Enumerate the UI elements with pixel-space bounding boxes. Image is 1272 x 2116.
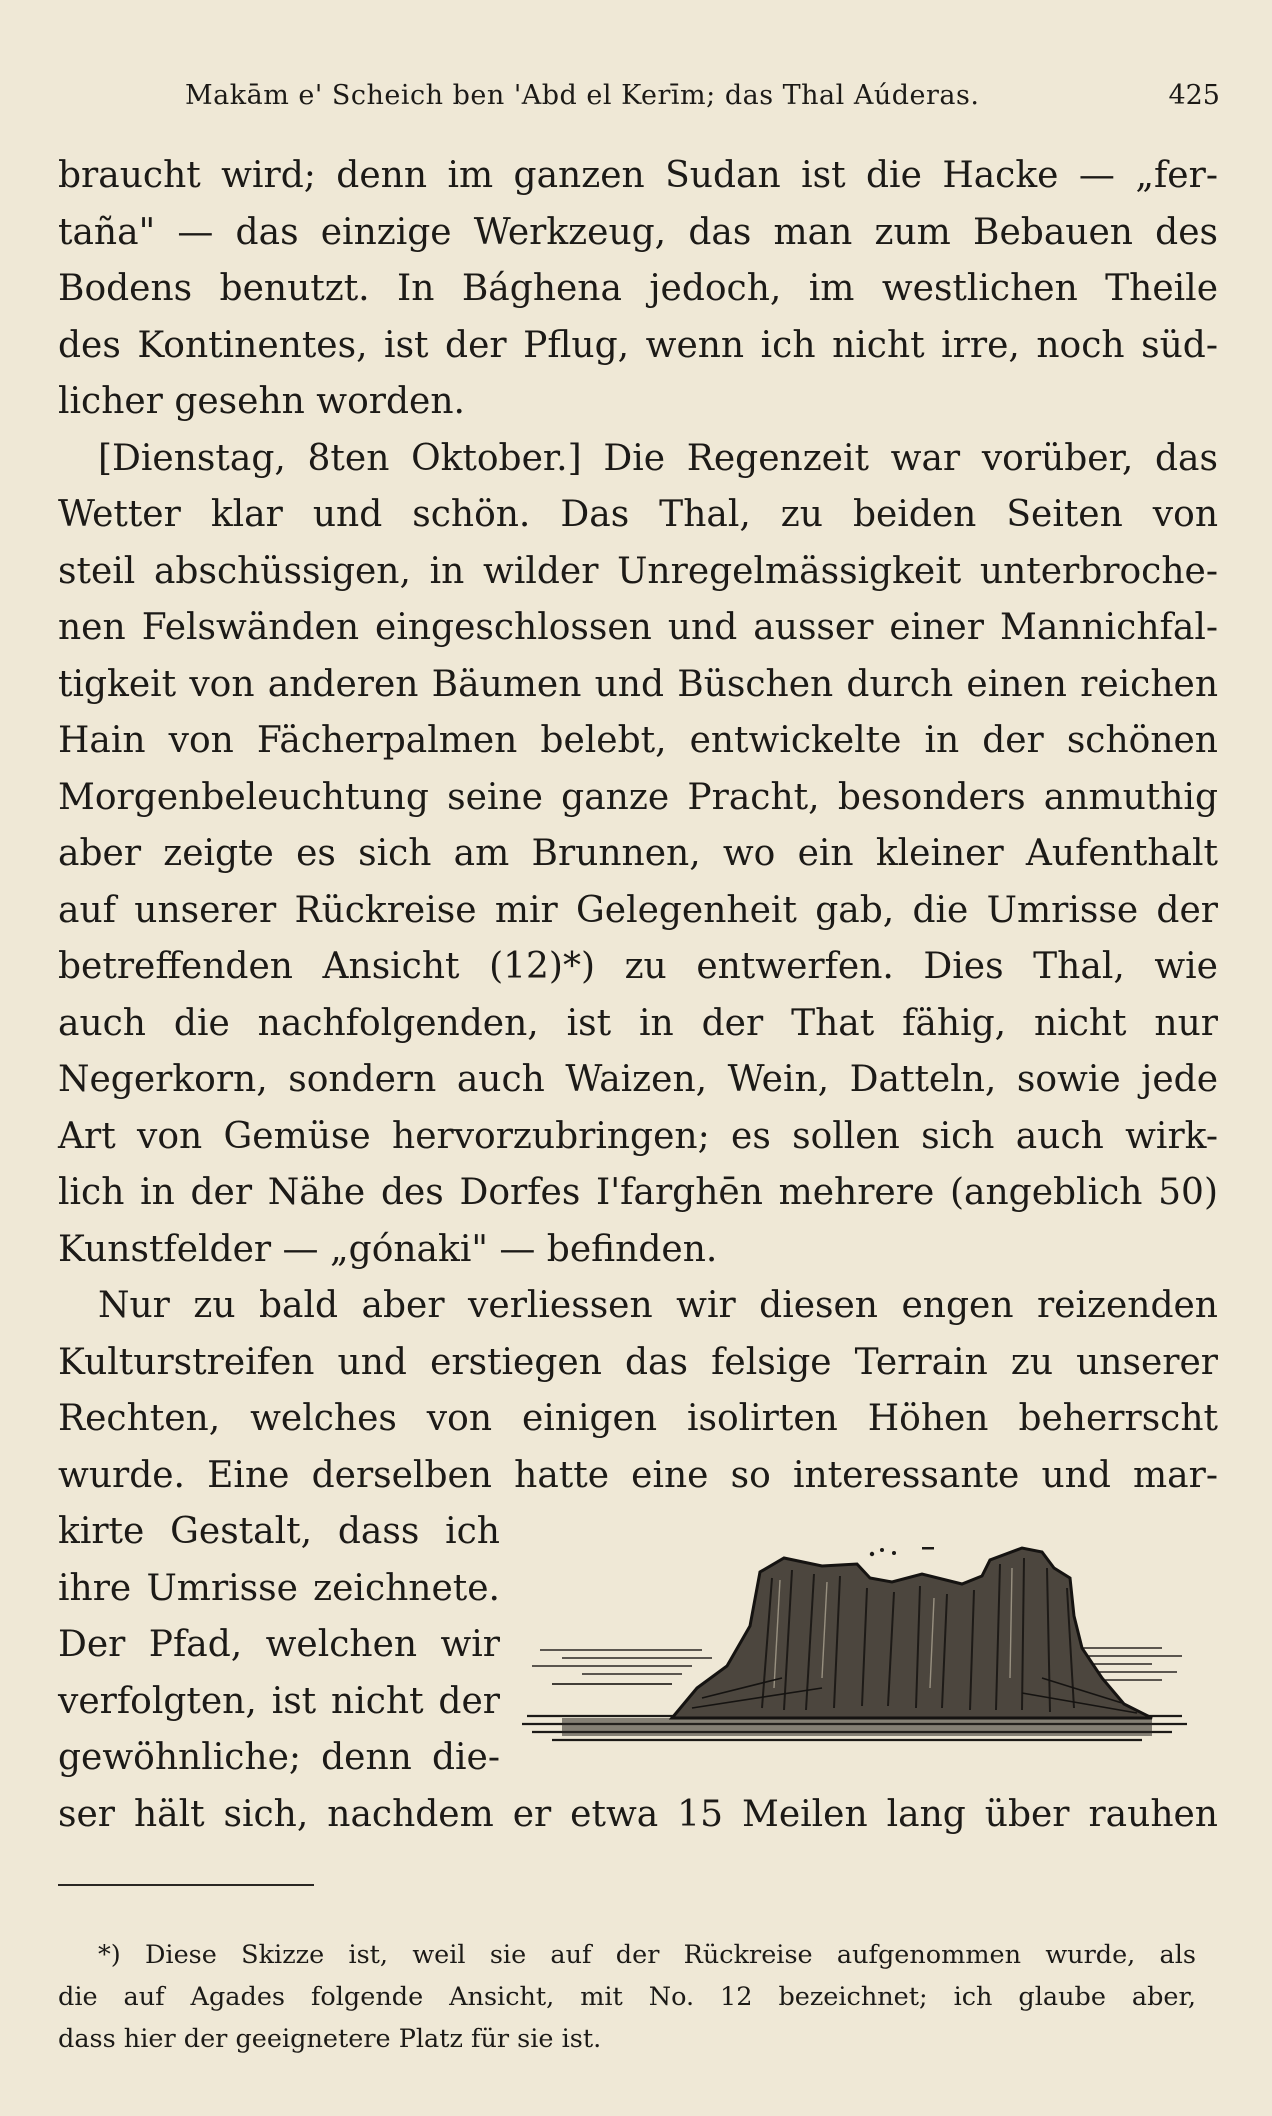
text-line: ser hält sich, nachdem er etwa 15 Meilen lang über rauhen (58, 1793, 1218, 1835)
text-line: tigkeit von anderen Bäumen und Büschen durch einen reichen (58, 663, 1218, 705)
running-header (60, 72, 1220, 122)
text-line: Hain von Fächerpalmen belebt, entwickelte in der schönen (58, 720, 1218, 761)
text-line: braucht wird; denn im ganzen Sudan ist die Hacke — „fer- (58, 155, 1218, 196)
text-line: Morgenbeleuchtung seine ganze Pracht, besonders anmuthig (58, 776, 1218, 818)
text-line: Nur zu bald aber verliessen wir diesen engen reizenden (98, 1285, 1218, 1326)
rock-hill-engraving (522, 1538, 1194, 1770)
text-line: auf unserer Rückreise mir Gelegenheit gab, die Umrisse der (58, 889, 1218, 931)
text-line: Kulturstreifen und erstiegen das felsige Terrain zu unserer (58, 1341, 1218, 1383)
page-number: 425 (1168, 80, 1220, 111)
text-line: Der Pfad, welchen wir (58, 1624, 500, 1665)
footnote-line: die auf Agades folgende Ansicht, mit No. 12 bezeichnet; ich glaube aber, (58, 1982, 1196, 2012)
text-line: gewöhnliche; denn die- (58, 1737, 500, 1778)
running-title: Makām e' Scheich ben 'Abd el Kerīm; das Thal Aúderas. (185, 80, 980, 111)
text-line: lich in der Nähe des Dorfes I'farghēn mehrere (angeblich 50) (58, 1172, 1218, 1213)
footnote (58, 1934, 1196, 2060)
text-line: steil abschüssigen, in wilder Unregelmässigkeit unterbroche- (58, 550, 1218, 592)
text-line: aber zeigte es sich am Brunnen, wo ein kleiner Aufenthalt (58, 833, 1218, 874)
text-line: verfolgten, ist nicht der (58, 1680, 500, 1722)
text-line: Rechten, welches von einigen isolirten Höhen beherrscht (58, 1398, 1218, 1439)
text-line: Negerkorn, sondern auch Waizen, Wein, Datteln, sowie jede (58, 1059, 1218, 1100)
footnote-line: *) Diese Skizze ist, weil sie auf der Rückreise aufgenommen wurde, als (98, 1940, 1196, 1970)
paragraph-2 (58, 431, 1218, 1279)
text-line: wurde. Eine derselben hatte eine so interessante und mar- (58, 1454, 1218, 1496)
text-line: kirte Gestalt, dass ich (58, 1511, 500, 1552)
text-line: ihre Umrisse zeichnete. (58, 1567, 500, 1609)
text-line: licher gesehn worden. (58, 381, 465, 422)
paragraph-1 (58, 148, 1218, 431)
text-line: Bodens benutzt. In Bághena jedoch, im westlichen Theile (58, 268, 1218, 309)
text-line: auch die nachfolgenden, ist in der That fähig, nicht nur (58, 1002, 1218, 1044)
text-line: Art von Gemüse hervorzubringen; es sollen sich auch wirk- (58, 1115, 1218, 1157)
text-line: Wetter klar und schön. Das Thal, zu beiden Seiten von (58, 494, 1218, 535)
footnote-line: dass hier der geeignetere Platz für sie ist. (58, 2024, 602, 2054)
footnote-rule (58, 1884, 314, 1886)
text-line: [Dienstag, 8ten Oktober.] Die Regenzeit war vorüber, das (98, 437, 1218, 479)
text-line: des Kontinentes, ist der Pflug, wenn ich nicht irre, noch süd- (58, 324, 1218, 366)
text-line: Kunstfelder — „gónaki" — befinden. (58, 1228, 718, 1270)
text-line: taña" — das einzige Werkzeug, das man zum Bebauen des (58, 211, 1218, 253)
text-line: betreffenden Ansicht (12)*) zu entwerfen. Dies Thal, wie (58, 946, 1218, 987)
text-line: nen Felswänden eingeschlossen und ausser einer Mannichfal- (58, 607, 1218, 648)
